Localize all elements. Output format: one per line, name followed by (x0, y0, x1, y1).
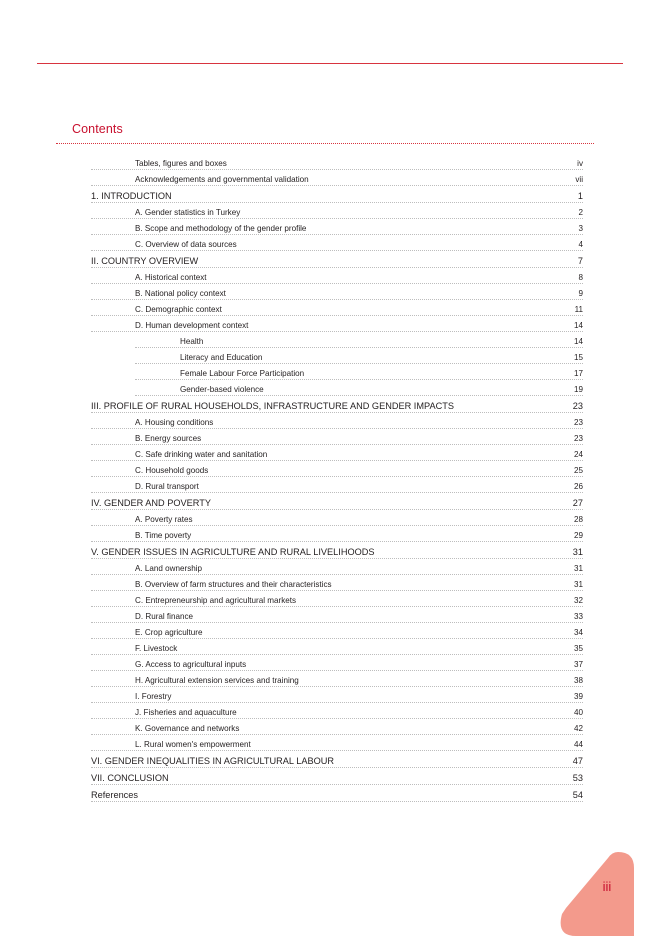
toc-subsection-row[interactable] (91, 655, 583, 671)
toc-entry-label: E. Crop agriculture (135, 627, 203, 637)
toc-entry-label: Acknowledgements and governmental validation (135, 174, 309, 184)
toc-subsection-row[interactable] (91, 445, 583, 461)
toc-entry-page: 14 (573, 320, 583, 330)
page-number: iii (602, 879, 612, 894)
toc-entry-page: 31 (573, 579, 583, 589)
toc-entry-page: 17 (573, 368, 583, 378)
toc-entry-label: B. National policy context (135, 288, 226, 298)
toc-entry-page: 1 (577, 191, 583, 201)
toc-subsection-row[interactable] (91, 575, 583, 591)
toc-subsection-row[interactable] (91, 510, 583, 526)
toc-entry-page: 27 (572, 498, 583, 508)
toc-entry-page: 9 (578, 288, 583, 298)
toc-subsection-row[interactable] (91, 170, 583, 186)
toc-entry-page: 32 (573, 595, 583, 605)
toc-entry-label: H. Agricultural extension services and training (135, 675, 299, 685)
toc-section-row[interactable] (91, 785, 583, 802)
toc-entry-label: Female Labour Force Participation (180, 368, 305, 378)
toc-entry-label: I. Forestry (135, 691, 172, 701)
toc-section-row[interactable] (91, 493, 583, 510)
toc-subsection-row[interactable] (91, 284, 583, 300)
toc-subsection-row[interactable] (91, 429, 583, 445)
toc-entry-page: 38 (573, 675, 583, 685)
toc-entry-label: C. Entrepreneurship and agricultural markets (135, 595, 297, 605)
toc-subsection-row[interactable] (91, 623, 583, 639)
toc-entry-page: 25 (573, 465, 583, 475)
toc-entry-page: 4 (578, 239, 583, 249)
contents-heading-rule (56, 143, 594, 144)
toc-entry-page: 40 (573, 707, 583, 717)
toc-entry-label: G. Access to agricultural inputs (135, 659, 247, 669)
toc-entry-page: 29 (573, 530, 583, 540)
toc-entry-page: iv (577, 158, 583, 168)
toc-entry-label: B. Scope and methodology of the gender profile (135, 223, 307, 233)
toc-subsubsection-row[interactable] (135, 380, 583, 396)
toc-entry-label: B. Energy sources (135, 433, 202, 443)
toc-entry-label: A. Poverty rates (135, 514, 193, 524)
toc-subsection-row[interactable] (91, 413, 583, 429)
toc-subsection-row[interactable] (91, 671, 583, 687)
toc-entry-page: 11 (574, 304, 583, 314)
toc-entry-page: 23 (573, 433, 583, 443)
toc-subsection-row[interactable] (91, 559, 583, 575)
toc-section-row[interactable] (91, 251, 583, 268)
toc-section-row[interactable] (91, 396, 583, 413)
toc-entry-page: 24 (573, 449, 583, 459)
toc-subsubsection-row[interactable] (135, 348, 583, 364)
toc-subsubsection-row[interactable] (135, 332, 583, 348)
toc-subsection-row[interactable] (91, 235, 583, 251)
toc-section-row[interactable] (91, 186, 583, 203)
toc-entry-label: Tables, figures and boxes (135, 158, 227, 168)
toc-subsection-row[interactable] (91, 461, 583, 477)
toc-entry-label: III. PROFILE OF RURAL HOUSEHOLDS, INFRASTRUCTURE AND GENDER IMPACTS (91, 401, 454, 411)
toc-entry-page: 34 (573, 627, 583, 637)
toc-entry-page: 26 (573, 481, 583, 491)
toc-subsection-row[interactable] (91, 203, 583, 219)
toc-entry-page: 39 (573, 691, 583, 701)
toc-entry-label: C. Household goods (135, 465, 209, 475)
toc-entry-label: D. Human development context (135, 320, 249, 330)
toc-entry-label: A. Housing conditions (135, 417, 214, 427)
toc-subsection-row[interactable] (91, 719, 583, 735)
toc-entry-page: 42 (573, 723, 583, 733)
contents-heading: Contents (72, 122, 123, 136)
toc-entry-page: 31 (573, 563, 583, 573)
table-of-contents (91, 154, 583, 802)
toc-entry-label: B. Overview of farm structures and their characteristics (135, 579, 332, 589)
toc-entry-label: A. Gender statistics in Turkey (135, 207, 241, 217)
toc-section-row[interactable] (91, 768, 583, 785)
toc-subsubsection-row[interactable] (135, 364, 583, 380)
toc-entry-label: C. Demographic context (135, 304, 222, 314)
toc-entry-label: D. Rural finance (135, 611, 194, 621)
toc-entry-page: 19 (573, 384, 583, 394)
toc-entry-label: VII. CONCLUSION (91, 773, 169, 783)
toc-subsection-row[interactable] (91, 607, 583, 623)
toc-entry-page: 54 (572, 790, 583, 800)
toc-entry-label: References (91, 790, 138, 800)
toc-entry-page: 3 (578, 223, 583, 233)
toc-entry-page: 2 (578, 207, 583, 217)
toc-entry-label: V. GENDER ISSUES IN AGRICULTURE AND RURAL LIVELIHOODS (91, 547, 375, 557)
toc-entry-page: 8 (578, 272, 583, 282)
toc-subsection-row[interactable] (91, 477, 583, 493)
toc-entry-page: 14 (573, 336, 583, 346)
page-number-tab (556, 852, 634, 936)
toc-entry-label: C. Safe drinking water and sanitation (135, 449, 268, 459)
toc-entry-label: F. Livestock (135, 643, 178, 653)
toc-entry-label: 1. INTRODUCTION (91, 191, 172, 201)
toc-entry-page: 33 (573, 611, 583, 621)
toc-subsection-row[interactable] (91, 526, 583, 542)
toc-subsection-row[interactable] (91, 639, 583, 655)
toc-entry-label: A. Historical context (135, 272, 207, 282)
toc-entry-label: C. Overview of data sources (135, 239, 237, 249)
toc-subsection-row[interactable] (91, 687, 583, 703)
toc-entry-label: Health (180, 336, 204, 346)
toc-entry-page: 37 (573, 659, 583, 669)
toc-entry-label: VI. GENDER INEQUALITIES IN AGRICULTURAL LABOUR (91, 756, 335, 766)
toc-subsection-row[interactable] (91, 268, 583, 284)
toc-entry-label: IV. GENDER AND POVERTY (91, 498, 211, 508)
header-rule (37, 63, 623, 64)
toc-entry-label: D. Rural transport (135, 481, 199, 491)
toc-entry-page: 44 (573, 739, 583, 749)
toc-entry-label: Literacy and Education (180, 352, 263, 362)
toc-subsection-row[interactable] (91, 591, 583, 607)
toc-entry-page: 53 (572, 773, 583, 783)
toc-entry-label: Gender-based violence (180, 384, 264, 394)
toc-subsection-row[interactable] (91, 316, 583, 332)
toc-subsection-row[interactable] (91, 219, 583, 235)
toc-subsection-row[interactable] (91, 703, 583, 719)
toc-entry-page: 23 (573, 417, 583, 427)
toc-entry-page: 47 (572, 756, 583, 766)
toc-subsection-row[interactable] (91, 735, 583, 751)
toc-subsection-row[interactable] (91, 300, 583, 316)
toc-entry-page: 7 (577, 256, 583, 266)
toc-entry-page: vii (575, 174, 583, 184)
toc-entry-page: 15 (573, 352, 583, 362)
toc-section-row[interactable] (91, 751, 583, 768)
toc-entry-label: II. COUNTRY OVERVIEW (91, 256, 199, 266)
toc-entry-label: K. Governance and networks (135, 723, 240, 733)
toc-section-row[interactable] (91, 542, 583, 559)
toc-entry-page: 28 (573, 514, 583, 524)
toc-entry-label: L. Rural women's empowerment (135, 739, 251, 749)
toc-entry-page: 35 (573, 643, 583, 653)
toc-entry-page: 31 (572, 547, 583, 557)
toc-entry-label: B. Time poverty (135, 530, 192, 540)
toc-entry-label: A. Land ownership (135, 563, 203, 573)
toc-entry-label: J. Fisheries and aquaculture (135, 707, 237, 717)
toc-subsection-row[interactable] (91, 154, 583, 170)
toc-entry-page: 23 (572, 401, 583, 411)
